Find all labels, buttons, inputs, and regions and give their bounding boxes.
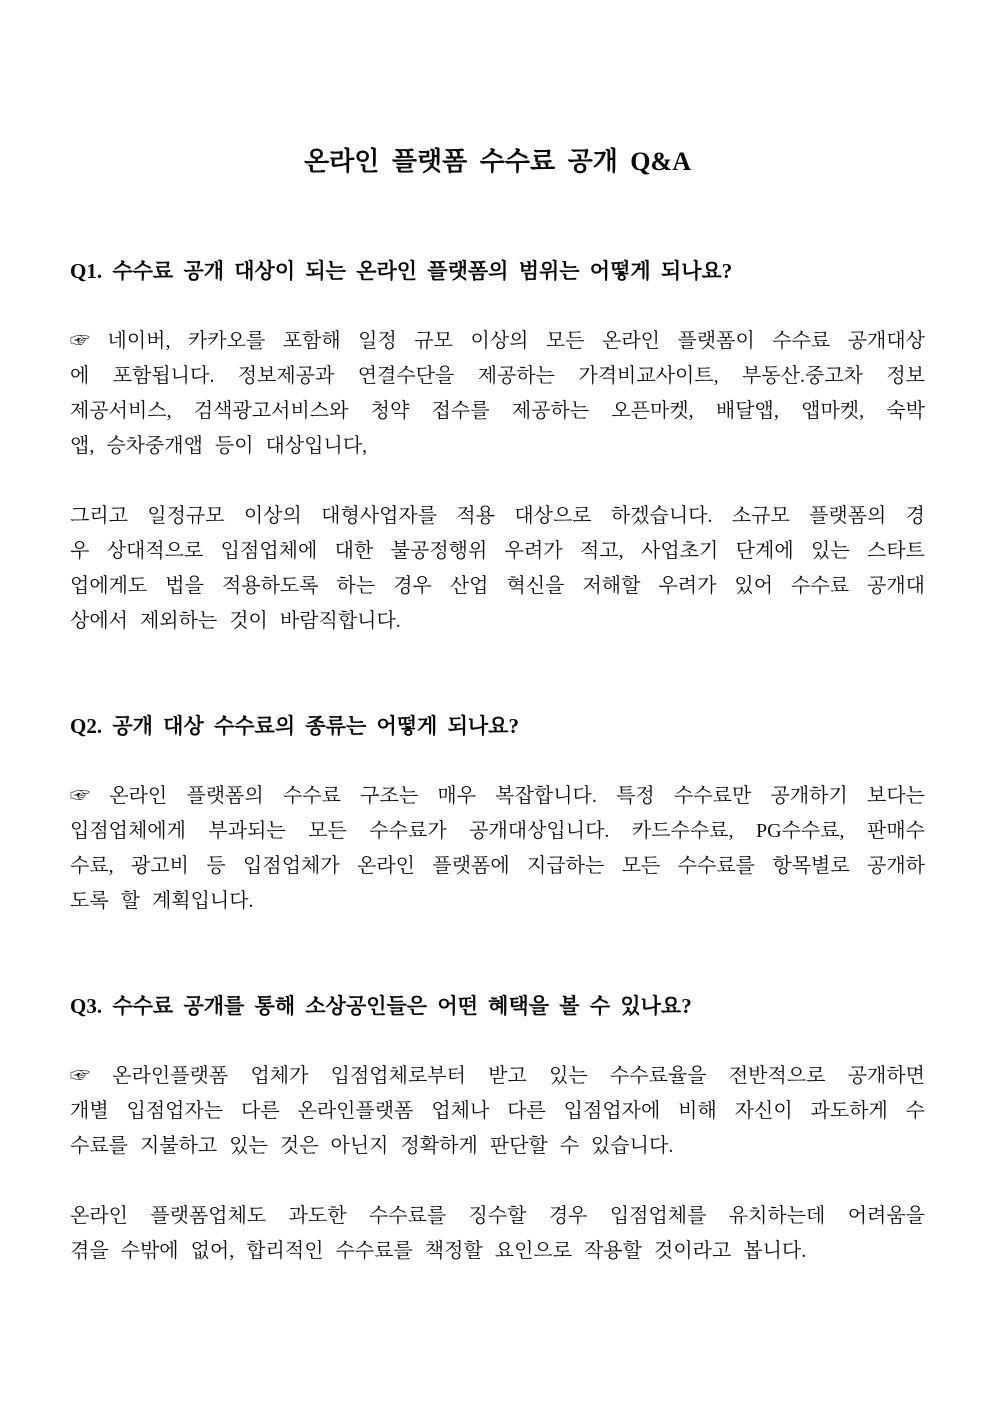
question-q2: Q2. 공개 대상 수수료의 종류는 어떻게 되나요?: [70, 714, 519, 738]
text-line: 도록 할 계획입니다.: [70, 890, 254, 912]
question-q1: Q1. 수수료 공개 대상이 되는 온라인 플랫폼의 범위는 어떻게 되나요?: [70, 259, 733, 283]
text-line: 제공서비스, 검색광고서비스와 청약 접수를 제공하는 오픈마켓, 배달앱, 앱마켓, 숙박: [70, 400, 925, 422]
answer-paragraph: [70, 324, 925, 464]
question-q3: Q3. 수수료 공개를 통해 소상공인들은 어떤 혜택을 볼 수 있나요?: [70, 994, 692, 1018]
text-line: 온라인 플랫폼업체도 과도한 수수료를 징수할 경우 입점업체를 유치하는데 어려움을: [70, 1205, 925, 1227]
text-line: 수료를 지불하고 있는 것은 아닌지 정확하게 판단할 수 있습니다.: [70, 1135, 674, 1157]
answer-paragraph: [70, 1059, 925, 1164]
text-line: ☞ 온라인 플랫폼의 수수료 구조는 매우 복잡합니다. 특정 수수료만 공개하기 보다는: [70, 785, 925, 807]
page-title: 온라인 플랫폼 수수료 공개 Q&A: [304, 147, 691, 176]
text-line: 입점업체에게 부과되는 모든 수수료가 공개대상입니다. 카드수수료, PG수수료, 판매수: [70, 820, 925, 842]
text-line: 개별 입점업자는 다른 온라인플랫폼 업체나 다른 입점업자에 비해 자신이 과도하게 수: [70, 1100, 925, 1122]
answer-paragraph: [70, 779, 925, 919]
text-line: 에 포함됩니다. 정보제공과 연결수단을 제공하는 가격비교사이트, 부동산.중고차 정보: [70, 365, 925, 387]
text-line: 업에게도 법을 적용하도록 하는 경우 산업 혁신을 저해할 우려가 있어 수수료 공개대: [70, 575, 925, 597]
body-paragraph: [70, 1199, 925, 1269]
text-line: ☞ 온라인플랫폼 업체가 입점업체로부터 받고 있는 수수료율을 전반적으로 공개하면: [70, 1065, 925, 1087]
text-line: ☞ 네이버, 카카오를 포함해 일정 규모 이상의 모든 온라인 플랫폼이 수수료 공개대상: [70, 330, 925, 352]
text-line: 그리고 일정규모 이상의 대형사업자를 적용 대상으로 하겠습니다. 소규모 플랫폼의 경: [70, 505, 925, 527]
text-line: 겪을 수밖에 없어, 합리적인 수수료를 책정할 요인으로 작용할 것이라고 봅니다.: [70, 1240, 807, 1262]
text-line: 앱, 승차중개앱 등이 대상입니다,: [70, 435, 368, 457]
body-paragraph: [70, 499, 925, 639]
text-line: 상에서 제외하는 것이 바람직합니다.: [70, 610, 401, 632]
text-line: 수료, 광고비 등 입점업체가 온라인 플랫폼에 지급하는 모든 수수료를 항목별로 공개하: [70, 855, 925, 877]
text-line: 우 상대적으로 입점업체에 대한 불공정행위 우려가 적고, 사업초기 단계에 있는 스타트: [70, 540, 925, 562]
